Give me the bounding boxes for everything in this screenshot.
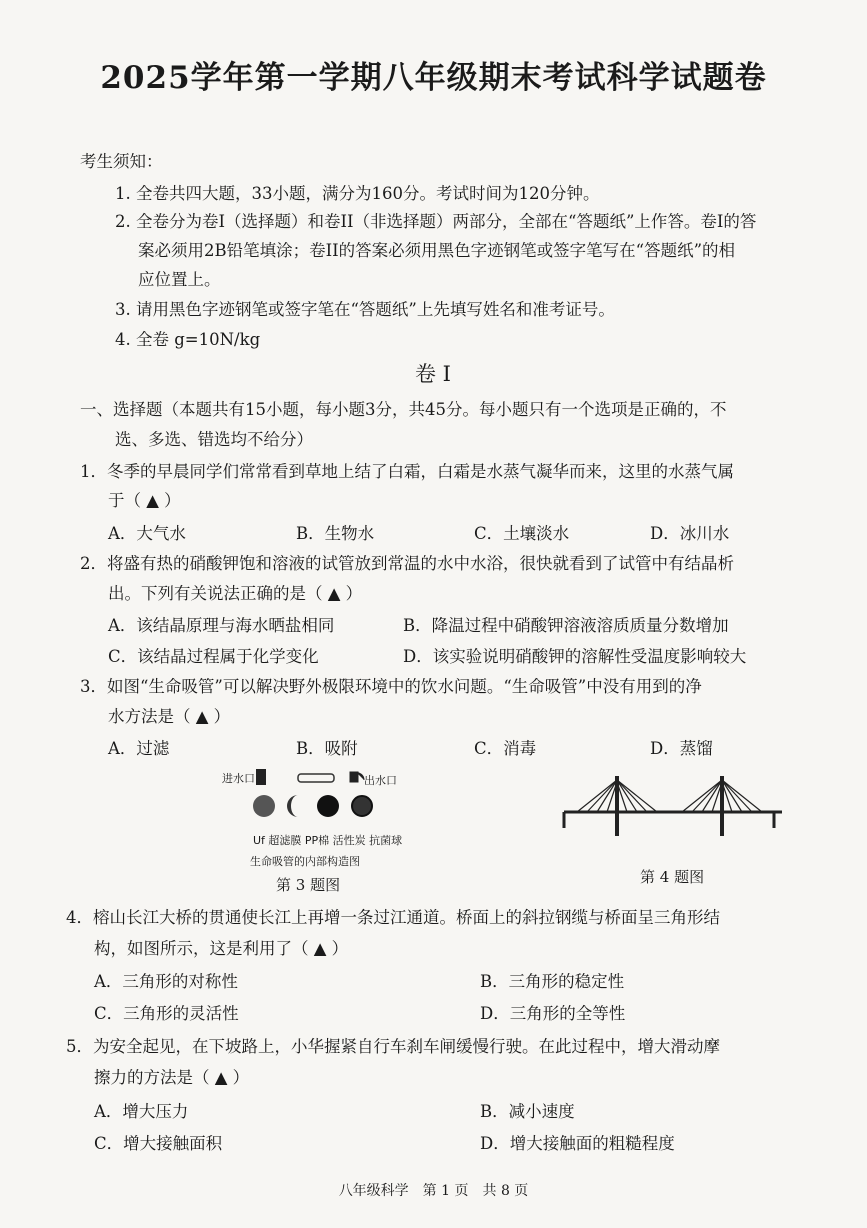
q3-stem: 3．如图“生命吸管”可以解决野外极限环境中的饮水问题。“生命吸管”中没有用到的净 xyxy=(80,677,702,696)
notice-item-1: 1. 全卷共四大题，33小题，满分为160分。考试时间为120分钟。 xyxy=(115,184,600,203)
straw-outlet-cap-icon xyxy=(350,772,364,782)
q2-option-c: C．该结晶过程属于化学变化 xyxy=(108,647,319,666)
notice-item-2-cont: 案必须用2B铅笔填涂；卷II的答案必须用黑色字迹钢笔或签字笔写在“答题纸”的相 xyxy=(138,241,736,260)
notice-item-4: 4. 全卷 g=10N/kg xyxy=(115,330,261,349)
q4-option-d: D．三角形的全等性 xyxy=(480,1004,626,1023)
q1-stem: 1．冬季的早晨同学们常常看到草地上结了白霜，白霜是水蒸气凝华而来，这里的水蒸气属 xyxy=(80,462,734,481)
q3-option-d: D．蒸馏 xyxy=(650,739,713,758)
q1-option-b: B．生物水 xyxy=(296,524,375,543)
q5-stem-cont: 擦力的方法是（ ▲ ） xyxy=(94,1068,250,1087)
q1-option-c: C．土壤淡水 xyxy=(474,524,570,543)
page-footer: 八年级科学 第 1 页 共 8 页 xyxy=(338,1183,529,1199)
uf-membrane-icon xyxy=(253,795,275,817)
pp-cotton-icon xyxy=(287,795,298,817)
section-title: 卷 I xyxy=(415,362,451,386)
q4-stem: 4．榕山长江大桥的贯通使长江上再增一条过江通道。桥面上的斜拉钢缆与桥面呈三角形结 xyxy=(66,908,720,927)
notice-heading: 考生须知： xyxy=(80,152,163,171)
q2-option-b: B．降温过程中硝酸钾溶液溶质质量分数增加 xyxy=(403,616,729,635)
q2-option-d: D．该实验说明硝酸钾的溶解性受温度影响较大 xyxy=(403,647,747,666)
q5-stem: 5．为安全起见，在下坡路上，小华握紧自行车刹车闸缓慢行驶。在此过程中，增大滑动摩 xyxy=(66,1037,720,1056)
q2-stem: 2．将盛有热的硝酸钾饱和溶液的试管放到常温的水中水浴，很快就看到了试管中有结晶析 xyxy=(80,554,734,573)
q5-option-b: B．减小速度 xyxy=(480,1102,575,1121)
straw-body-icon xyxy=(298,774,334,782)
notice-item-3: 3. 请用黑色字迹钢笔或签字笔在“答题纸”上先填写姓名和准考证号。 xyxy=(115,300,615,319)
cable-stayed-bridge-diagram xyxy=(562,768,784,840)
activated-carbon-icon xyxy=(317,795,339,817)
q4-option-c: C．三角形的灵活性 xyxy=(94,1004,239,1023)
q3-option-b: B．吸附 xyxy=(296,739,358,758)
q3-fig-parts-label: Uf 超滤膜 PP棉 活性炭 抗菌球 xyxy=(253,834,403,847)
q1-stem-cont: 于（ ▲ ） xyxy=(108,491,181,510)
q3-fig-caption: 第 3 题图 xyxy=(276,876,341,894)
q2-stem-cont: 出。下列有关说法正确的是（ ▲ ） xyxy=(108,584,363,603)
q3-fig-outlet-label: 出水口 xyxy=(364,774,397,787)
life-straw-diagram xyxy=(250,766,390,826)
notice-item-2-cont2: 应位置上。 xyxy=(138,270,221,289)
q5-option-d: D．增大接触面的粗糙程度 xyxy=(480,1134,675,1153)
notice-item-2: 2. 全卷分为卷I（选择题）和卷II（非选择题）两部分，全部在“答题纸”上作答。卷I的答 xyxy=(115,212,757,231)
antibacterial-ball-icon xyxy=(352,796,372,816)
q5-option-a: A．增大压力 xyxy=(94,1102,189,1121)
q4-option-b: B．三角形的稳定性 xyxy=(480,972,625,991)
q1-option-a: A．大气水 xyxy=(108,524,186,543)
stay-cables xyxy=(577,780,762,812)
q4-fig-caption: 第 4 题图 xyxy=(640,868,705,886)
q3-fig-inlet-label: 进水口 xyxy=(222,772,255,785)
part1-instructions-cont: 选、多选、错选均不给分） xyxy=(115,430,313,449)
q5-option-c: C．增大接触面积 xyxy=(94,1134,223,1153)
q3-option-a: A．过滤 xyxy=(108,739,170,758)
q4-option-a: A．三角形的对称性 xyxy=(94,972,238,991)
part1-instructions: 一、选择题（本题共有15小题，每小题3分，共45分。每小题只有一个选项是正确的，不 xyxy=(80,400,727,419)
straw-inlet-cap-icon xyxy=(256,769,266,785)
q4-stem-cont: 构，如图所示，这是利用了（ ▲ ） xyxy=(94,939,349,958)
q3-fig-subtitle: 生命吸管的内部构造图 xyxy=(250,855,360,868)
exam-title: 2025学年第一学期八年级期末考试科学试题卷 xyxy=(100,60,767,96)
q3-option-c: C．消毒 xyxy=(474,739,537,758)
q2-option-a: A．该结晶原理与海水晒盐相同 xyxy=(108,616,335,635)
q1-option-d: D．冰川水 xyxy=(650,524,730,543)
q3-stem-cont: 水方法是（ ▲ ） xyxy=(108,707,231,726)
